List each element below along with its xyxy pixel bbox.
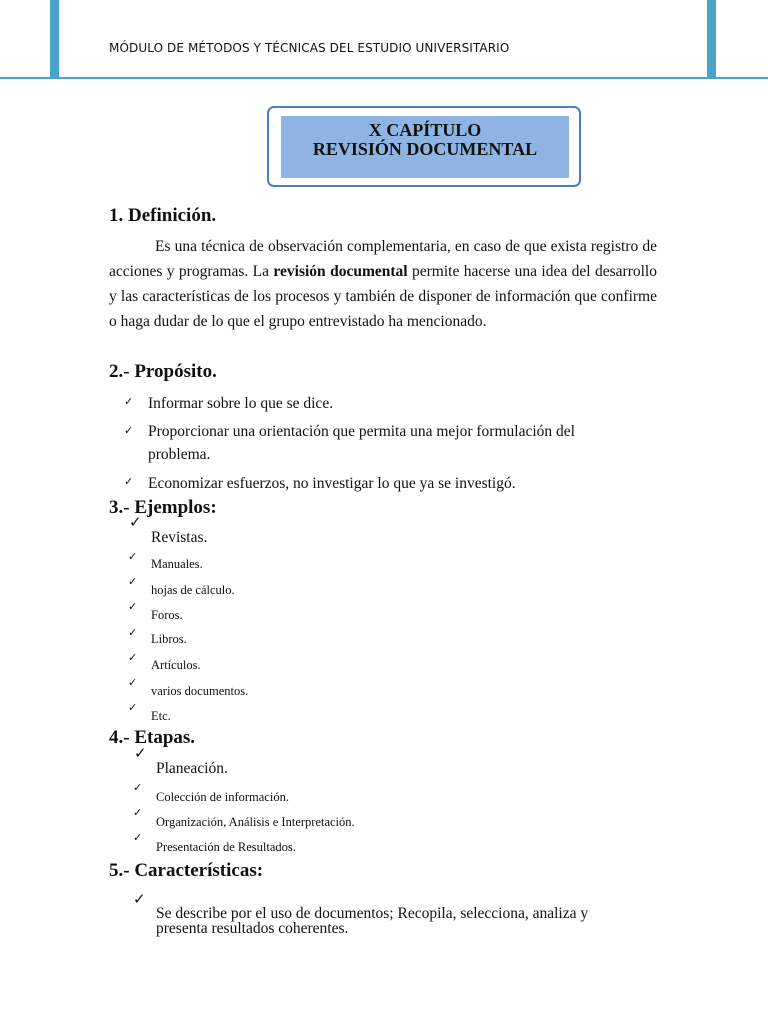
ejemplo-item: Foros. bbox=[151, 608, 183, 622]
check-icon: ✓ bbox=[124, 424, 134, 437]
header-rule bbox=[0, 77, 768, 79]
ejemplo-item: Libros. bbox=[151, 632, 187, 646]
check-icon: ✓ bbox=[128, 701, 138, 714]
ejemplo-item: hojas de cálculo. bbox=[151, 583, 235, 597]
ejemplo-item: Artículos. bbox=[151, 658, 201, 672]
etapa-item: Organización, Análisis e Interpretación. bbox=[156, 815, 355, 829]
check-icon: ✓ bbox=[133, 890, 146, 908]
heading-etapas: 4.- Etapas. bbox=[109, 727, 196, 748]
header-left-bar bbox=[50, 0, 59, 78]
ejemplo-item: varios documentos. bbox=[151, 684, 249, 698]
definicion-text-2: permite hacerse una idea del desarrollo y las características de los procesos y también de disponer de información que confirme o haga dudar de lo que el grupo entrevistado ha mencionado. bbox=[109, 263, 657, 330]
chapter-title-fill bbox=[281, 116, 569, 178]
check-icon: ✓ bbox=[133, 806, 143, 819]
ejemplo-item: Manuales. bbox=[151, 557, 203, 571]
check-icon: ✓ bbox=[128, 575, 138, 588]
ejemplo-item: Etc. bbox=[151, 709, 171, 723]
chapter-title: REVISIÓN DOCUMENTAL bbox=[312, 139, 538, 159]
check-icon: ✓ bbox=[133, 831, 143, 844]
heading-definicion: 1. Definición. bbox=[109, 205, 217, 226]
proposito-item: Economizar esfuerzos, no investigar lo que ya se investigó. bbox=[148, 475, 516, 492]
etapa-item: Presentación de Resultados. bbox=[156, 840, 296, 854]
check-icon: ✓ bbox=[128, 676, 138, 689]
ejemplo-item: Revistas. bbox=[151, 529, 208, 546]
etapa-item: Colección de información. bbox=[156, 790, 289, 804]
definicion-bold-term: revisión documental bbox=[273, 263, 408, 280]
heading-caracteristicas: 5.- Características: bbox=[109, 860, 264, 881]
check-icon: ✓ bbox=[124, 395, 134, 408]
check-icon: ✓ bbox=[128, 600, 138, 613]
check-icon: ✓ bbox=[128, 550, 138, 563]
check-icon: ✓ bbox=[134, 744, 147, 762]
chapter-title-box bbox=[267, 106, 581, 187]
definicion-text-1: Es una técnica de observación complementaria, en caso de que exista registro de acciones y programas. La bbox=[109, 238, 657, 280]
heading-ejemplos: 3.- Ejemplos: bbox=[109, 497, 217, 518]
check-icon: ✓ bbox=[124, 475, 134, 488]
proposito-item: Informar sobre lo que se dice. bbox=[148, 395, 334, 412]
running-header: MÓDULO DE MÉTODOS Y TÉCNICAS DEL ESTUDIO UNIVERSITARIO bbox=[109, 41, 510, 55]
definicion-paragraph bbox=[109, 234, 657, 334]
heading-proposito: 2.- Propósito. bbox=[109, 361, 217, 382]
etapa-item: Planeación. bbox=[156, 760, 228, 777]
proposito-item: Proporcionar una orientación que permita una mejor formulación del problema. bbox=[148, 423, 575, 463]
chapter-number: X CAPÍTULO bbox=[368, 120, 482, 140]
check-icon: ✓ bbox=[128, 651, 138, 664]
check-icon: ✓ bbox=[129, 513, 142, 531]
caracteristica-item: Se describe por el uso de documentos; Recopila, selecciona, analiza y presenta resultados coherentes. bbox=[156, 905, 589, 937]
check-icon: ✓ bbox=[133, 781, 143, 794]
header-right-bar bbox=[707, 0, 716, 78]
check-icon: ✓ bbox=[128, 626, 138, 639]
